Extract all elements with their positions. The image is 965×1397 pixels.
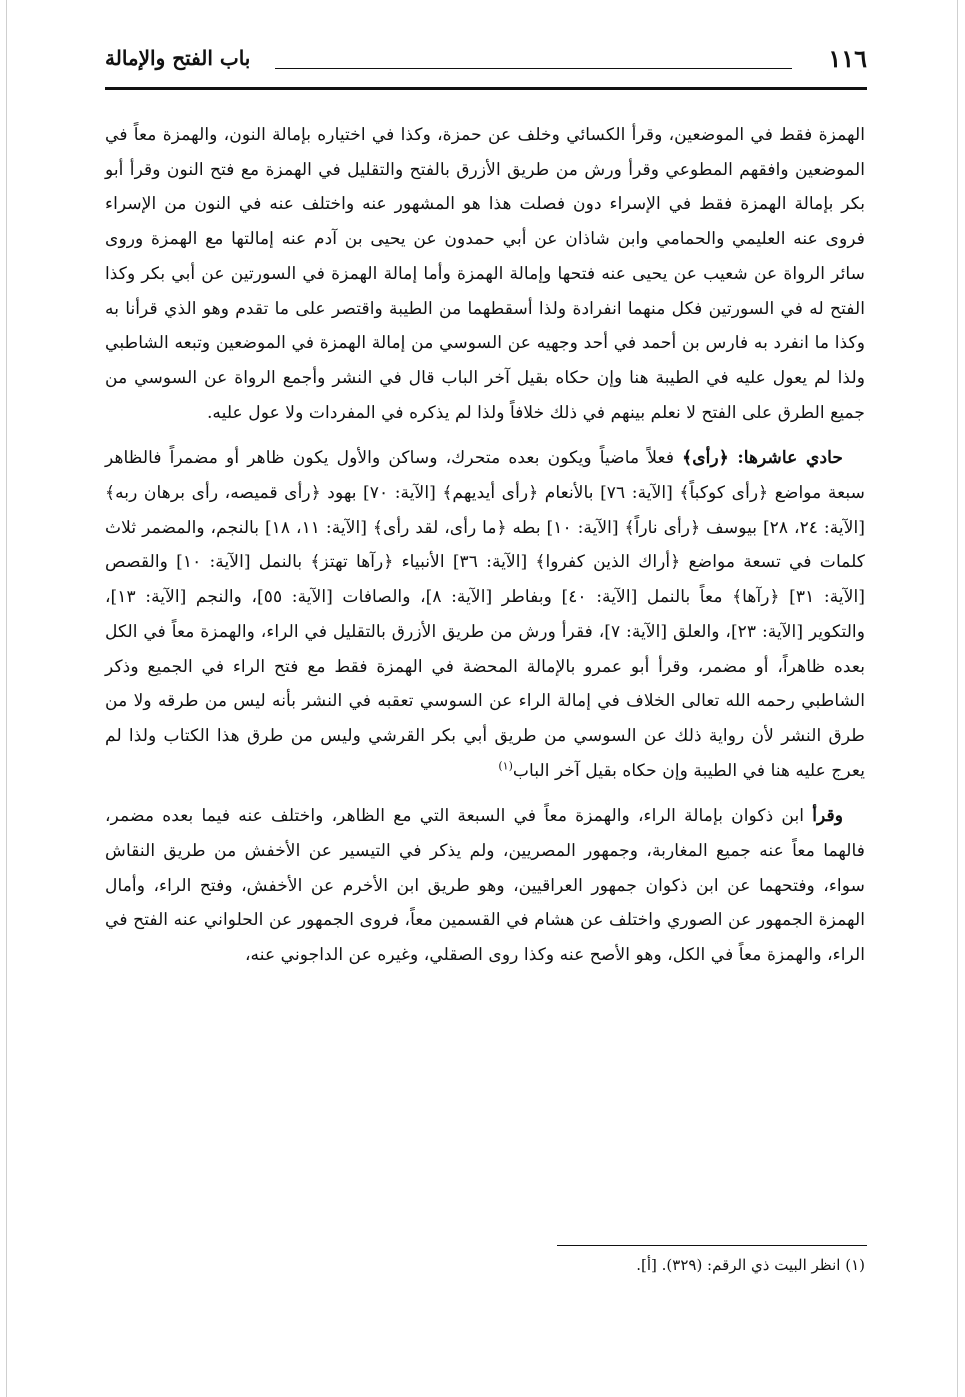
paragraph-2 [105, 441, 865, 788]
scan-edge-right [957, 0, 958, 1397]
running-header [105, 40, 867, 90]
scan-edge-left [6, 0, 7, 1397]
footnote [365, 1252, 865, 1278]
chapter-title: باب الفتح والإمالة [105, 46, 251, 70]
footnote-marker[interactable]: (١) [498, 758, 513, 772]
main-text [105, 118, 865, 973]
paragraph-text: فعلاً ماضياً ويكون بعده متحرك، وساكن والأول يكون ظاهر أو مضمراً فالظاهر سبعة مواضع ﴿رأى كوكباً﴾ [الآية: ٧٦] بالأنعام ﴿رأى أيديهم﴾ [الآية: ٧٠] بهود ﴿رأى قميصه، رأى برهان ربه﴾ [الآية: ٢٤، ٢٨] بيوسف ﴿رأى ناراً﴾ [الآية: ١٠] بطه ﴿ما رأى، لقد رأى﴾ [الآية: ١١، ١٨] بالنجم، والمضمر ثلاث كلمات في تسعة مواضع ﴿أراك الذين كفروا﴾ [الآية: ٣٦] الأنبياء ﴿رآها تهتز﴾ بالنمل [الآية: ١٠] والقصص [الآية: ٣١] ﴿رآها﴾ معاً بالنمل [الآية: ٤٠] وبفاطر [الآية: ٨]، والصافات [الآية: ٥٥]، والنجم [الآية: ١٣]، والتكوير [الآية: ٢٣]، والعلق [الآية: ٧]، فقرأ ورش من طريق الأزرق بالتقليل في الراء، والهمزة معاً في الكل بعده ظاهراً، أو مضمر، وقرأ أبو عمرو بالإمالة المحضة في الهمزة فقط مع فتح الراء في الجميع وذكر الشاطبي رحمه الله تعالى الخلاف في إمالة الراء عن السوسي تعقبه في النشر بأنه ليس من طرقه ولا من طرق النشر لأن رواية ذلك عن السوسي من طريق أبي بكر القرشي وليس من طرق هذا الكتاب ولذا لم يعرج عليه هنا في الطيبة وإن حكاه بقيل آخر الباب [105, 448, 866, 781]
paragraph-text: الهمزة فقط في الموضعين، وقرأ الكسائي وخلف عن حمزة، وكذا في اختياره بإمالة النون، والهمزة معاً في الموضعين وافقهم المطوعي وقرأ ورش من طريق الأزرق بالفتح والتقليل في الهمزة مع فتح النون وقرأ أبو بكر بإمالة الهمزة فقط في الإسراء دون فصلت هذا هو المشهور عنه واختلف عنه في النون من الإسراء فروى عنه العليمي والحمامي وابن شاذان عن أبي حمدون عن يحيى بن آدم عنه إمالتها مع الهمزة وروى سائر الرواة عن شعيب عن يحيى عنه فتحها وإمالة الهمزة وأما إمالة الهمزة في السورتين عن أبي بكر وكذا الفتح له في السورتين فكل منهما انفرادة ولذا أسقطهما من الطيبة واقتصر على ما تقدم وهو الذي قرأنا به وكذا ما انفرد به فارس بن أحمد في أحد وجهيه عن السوسي من إمالة الهمزة في الموضعين وتبعه الشاطبي ولذا لم يعول عليه في الطيبة هنا وإن حكاه بقيل آخر الباب قال في النشر وأجمع الرواة عن السوسي من جميع الطرق على الفتح لا نعلم بينهم في ذلك خلافاً ولذا لم يذكره في المفردات ولا عول عليه. [105, 125, 865, 423]
footnote-rule [557, 1245, 867, 1246]
paragraph-lead: حادي عاشرها: ﴿رأى﴾ [682, 448, 843, 469]
header-divider [275, 68, 792, 69]
footnote-text: (١) انظر البيت ذي الرقم: (٣٢٩). [أ]. [636, 1256, 865, 1274]
paragraph-1 [105, 118, 865, 430]
paragraph-lead: وقرأ [812, 806, 843, 827]
paragraph-text: ابن ذكوان بإمالة الراء، والهمزة معاً في السبعة التي مع الظاهر، واختلف عنه فيما بعده مضمر، فالهما معاً عنه جميع المغاربة، وجمهور المصريين، ولم يذكر في التيسير عن الأخفش من طريق النقاش سواء، وفتحهما عن ابن ذكوان جمهور العراقيين، وهو طريق ابن الأخرم عن الأخفش، وفتح الراء، وأمال الهمزة الجمهور عن الصوري واختلف عن هشام في القسمين معاً، فروى الجمهور عن الحلواني عنه الفتح في الراء، والهمزة معاً في الكل، وهو الأصح عنه وكذا روى الصقلي، وغيره عن الداجوني عنه، [105, 806, 865, 966]
paragraph-3 [105, 799, 865, 973]
page-number: ١١٦ [828, 44, 867, 73]
header-rule [105, 87, 867, 90]
